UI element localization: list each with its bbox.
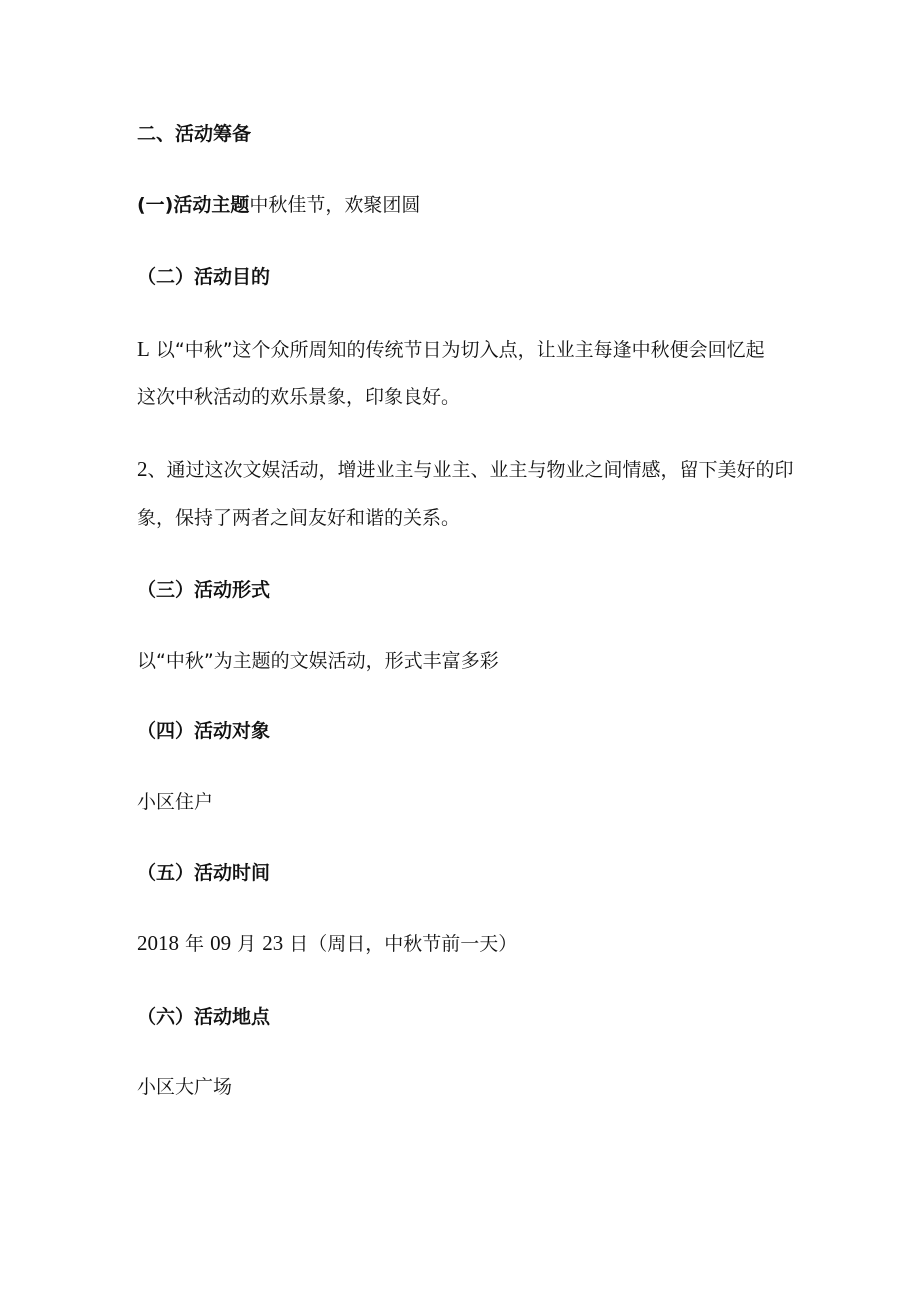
section-heading: 二、活动筹备	[137, 123, 252, 145]
theme-line	[137, 192, 420, 218]
purpose-heading: （二）活动目的	[137, 266, 271, 288]
time-month: 09	[210, 931, 232, 955]
purpose-item1-text1: 以“中秋”这个众所周知的传统节日为切入点，让业主每逢中秋便会回忆起	[155, 339, 765, 361]
purpose-item2-number: 2	[137, 457, 148, 481]
theme-value: 中秋佳节，欢聚团圆	[249, 194, 421, 216]
time-day: 23	[262, 931, 284, 955]
purpose-item1-line2: 这次中秋活动的欢乐景象，印象良好。	[137, 386, 461, 408]
purpose-item2-line2: 象，保持了两者之间友好和谐的关系。	[137, 507, 461, 529]
theme-label: (一)活动主题	[137, 194, 250, 216]
purpose-item2-text1: 、通过这次文娱活动，增进业主与业主、业主与物业之间情感，留下美好的印	[147, 459, 794, 481]
time-text	[137, 930, 517, 957]
audience-text: 小区住户	[137, 791, 214, 813]
time-year-unit: 年	[185, 933, 205, 955]
time-year: 2018	[137, 931, 179, 955]
purpose-item1-number: L	[137, 337, 150, 361]
purpose-item2-line1	[137, 456, 794, 483]
audience-heading: （四）活动对象	[137, 720, 271, 742]
time-heading: （五）活动时间	[137, 862, 271, 884]
location-text: 小区大广场	[137, 1076, 233, 1098]
form-heading: （三）活动形式	[137, 579, 271, 601]
form-text: 以“中秋”为主题的文娱活动，形式丰富多彩	[137, 650, 499, 672]
time-month-unit: 月	[237, 933, 257, 955]
time-day-unit: 日（周日，中秋节前一天）	[289, 933, 518, 955]
purpose-item1-line1	[137, 336, 765, 363]
location-heading: （六）活动地点	[137, 1006, 271, 1028]
